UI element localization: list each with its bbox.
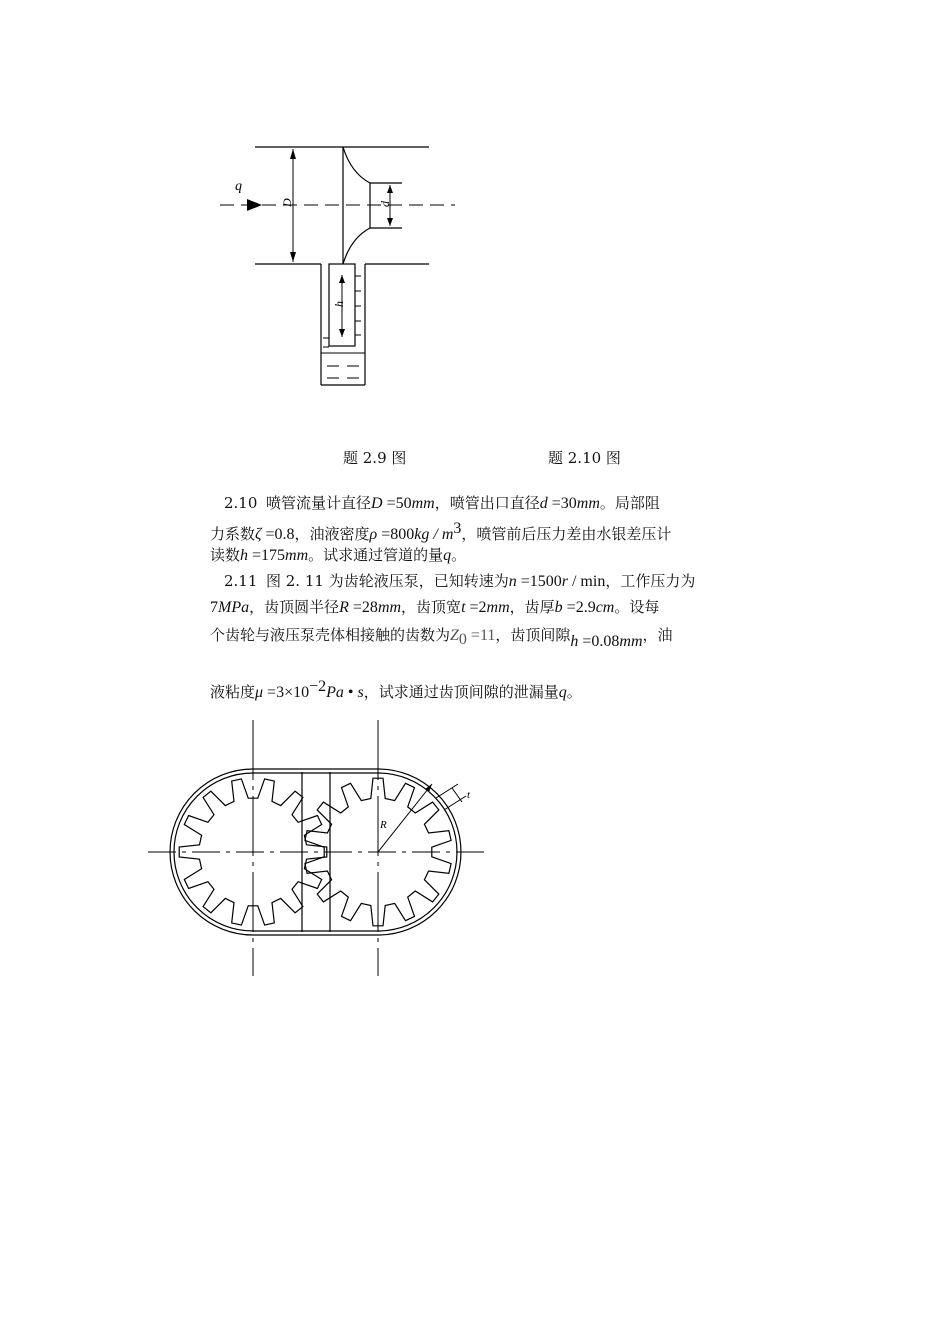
diameter-d-label: d [378,201,392,207]
problem-2-11-line-1: 2.11 图 2. 11 为齿轮液压泵，已知转速为n =1500r / min，工作压力为 [210,568,745,594]
gear-pump-figure [140,712,500,982]
radius-R-label: R [380,819,387,831]
nozzle-flowmeter-figure [215,135,465,390]
height-h-label: h [332,301,346,307]
caption-fig-2-10: 题 2.10 图 [548,449,621,467]
caption-fig-2-9: 题 2.9 图 [343,449,407,467]
problem-2-11 [210,568,745,700]
tooth-width-t-label: t [467,789,471,801]
problem-2-11-line-2: 7MPa，齿顶圆半径R =28mm，齿顶宽t =2mm，齿厚b =2.9cm。设每 [210,598,660,616]
problem-number: 2.10 [224,494,258,512]
problem-2-11-line-4: 液粘度$\mu =3\times 10^{-2}Pa$ • s，试求通过齿顶间隙的泄漏量q。 [210,678,582,701]
problem-number: 2.11 [224,572,258,590]
diameter-D-label: D [280,198,294,207]
flow-label: q [235,179,242,194]
problem-2-10 [210,490,745,568]
problem-2-11-line-3: 个齿轮与液压泵壳体相接触的齿数为$Z_0 =11$，齿顶间隙h =0.08mm，油 [210,626,673,650]
problem-2-10-line-2: 力系数ζ =0.8，油液密度$\rho =800kg / m^3$，喷管前后压力差由水银差压计 [210,520,672,543]
problem-2-10-line-3: 读数h =175mm。试求通过管道的量q。 [210,546,467,564]
problem-2-10-line-1: 2.10 喷管流量计直径D =50mm，喷管出口直径d =30mm。局部阻 [210,490,745,516]
